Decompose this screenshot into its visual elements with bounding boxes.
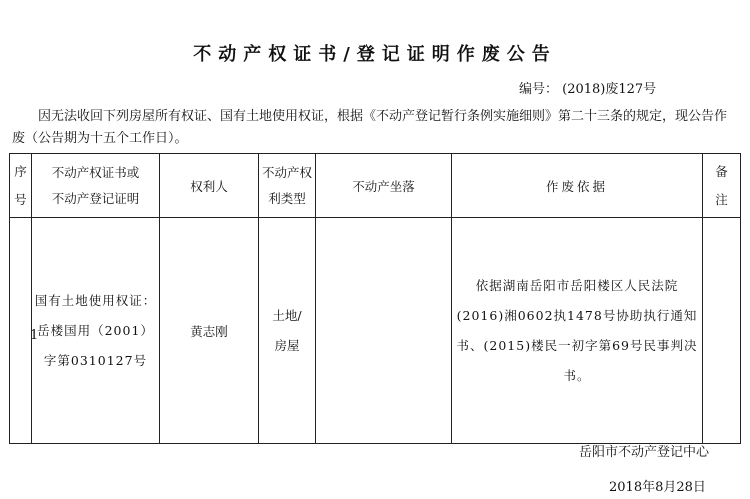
cell-remark [703,218,741,444]
void-certificate-table [9,153,741,444]
cell-certificate: 国有土地使用权证：岳楼国用（2001）字第0310127号 [32,218,160,444]
notice-intro-paragraph: 因无法收回下列房屋所有权证、国有土地使用权证，根据《不动产登记暂行条例实施细则》第二十三条的规定，现公告作废（公告期为十五个工作日）。 [12,109,728,146]
issue-date: 2018年8月28日 [609,480,706,495]
cell-holder: 黄志刚 [160,218,259,444]
header-right-type: 不动产权 利类型 [259,154,316,218]
cell-basis: 依据湖南岳阳市岳阳楼区人民法院(2016)湘0602执1478号协助执行通知书、(2015)楼民一初字第69号民事判决书。 [452,218,703,444]
row-seq-number: 1 [30,328,39,343]
header-seq: 序 号 [10,154,32,218]
header-holder: 权利人 [160,154,259,218]
header-certificate: 不动产权证书或 不动产登记证明 [32,154,160,218]
header-basis: 作废依据 [452,154,703,218]
header-location: 不动产坐落 [316,154,452,218]
notice-title: 不动产权证书/登记证明作废公告 [193,44,557,65]
issuing-organization: 岳阳市不动产登记中心 [579,445,710,460]
cell-right-type: 土地/ 房屋 [259,218,316,444]
document-number: 编号： (2018)废127号 [519,82,657,97]
table-header-row [10,154,741,218]
table-row [10,218,741,444]
cell-location [316,218,452,444]
header-remark: 备 注 [703,154,741,218]
cell-seq [10,218,39,444]
